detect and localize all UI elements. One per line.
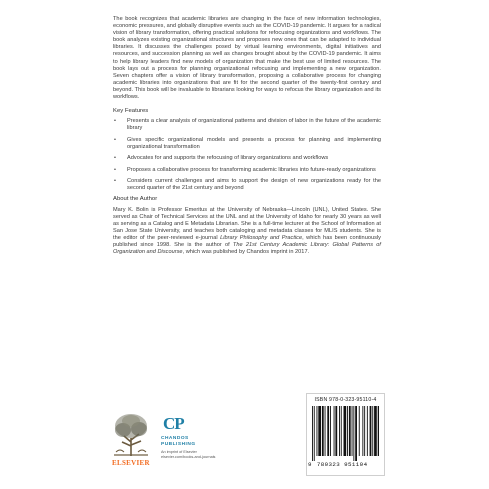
elsevier-wordmark: ELSEVIER [112,459,150,467]
barcode-bar [374,406,377,456]
barcode-bar [378,406,379,456]
bullet-icon: • [114,118,116,125]
feature-text: Gives specific organizational models and presents a process for planning and implementing organizational transformation [127,136,381,150]
feature-text: Advocates for and supports the refocusing of library organizations and workflows [127,155,329,162]
barcode-bar [352,406,353,456]
about-text-part: , which was published by Chandos imprint in 2017. [182,249,310,256]
barcode-bar [353,406,354,461]
barcode-bar [339,406,340,456]
isbn-number: ISBN 978-0-323-95110-4 [314,397,377,403]
barcode-bar [367,406,368,456]
barcode-bar [362,406,363,456]
about-author-heading: About the Author [113,196,158,203]
barcode-bar [312,406,313,461]
feature-item [113,118,381,132]
barcode-bar [364,406,365,456]
book-description: The book recognizes that academic libraries are changing in the face of new information technologies, economic pressures, and globally disruptive events such as the COVID-19 pandemic. It argues for a radical vision of library transformation, offering practical solutions for refocusing organizations and workflows. The book analyzes existing organizational structures and proposes new ones that can be adapted to individual libraries. It discusses the challenges posed by virtual learning environments, digital initiatives and resources, and succession planning as well as changes brought about by the COVID-19 pandemic. It aims to help library leaders find new models of organization that make the best use of limited resources. The book lays out a process for planning organizational refocusing and implementing a new organization. Seven chapters offer a vision of library transformation, proposing a collaborative process for changing academic libraries into organizations that are fit for the second quarter of the twenty-first century and beyond. This book will be invaluable to librarians looking for ways to refocus the library organization and its workflows. [113,16,381,101]
barcode-bar [349,406,351,456]
barcode-bar [347,406,348,456]
barcode-bar [341,406,342,456]
feature-item [113,137,381,151]
about-text-part: , which has been continuously published since 1998. She is the author of [113,234,381,249]
about-author-text [113,207,381,257]
bullet-icon: • [114,166,116,173]
barcode-bar [327,406,329,456]
bullet-icon: • [114,177,116,184]
barcode-bar [335,406,337,456]
barcode-bar [344,406,347,456]
barcode-graphic [312,406,379,461]
chandos-cp-logo: CP [163,414,184,433]
imprint-line: An imprint of Elsevier [161,450,197,454]
barcode-bar [334,406,335,456]
bullet-icon: • [114,136,116,143]
barcode-bar [325,406,326,456]
barcode-bar [317,406,318,456]
barcode-bar [370,406,372,456]
barcode-bar [322,406,324,456]
journal-title: Library Philosophy and Practice [220,234,303,241]
barcode-bar [330,406,331,456]
elsevier-tree-icon [112,412,150,458]
chandos-wordmark: CHANDOS [161,436,189,441]
barcode-bar [318,406,321,456]
publisher-logos [112,400,242,475]
publisher-url: elsevier.com/books-and-journals [161,455,216,459]
bullet-icon: • [114,155,116,162]
about-text-part: Mary K. Bolin is Professor Emeritus at the University of Nebraska—Lincoln (UNL), United States. She served as Chair of Technical Services at the UNL and at the University of Idaho for nearly 30 years as well as serving as a Catalog and E Metadata Librarian. She is a full-time lecturer at the School of Information at San Jose State University, and teaches both cataloging and metadata classes for MLIS students. She is the editor of the peer-reviewed e-journal [113,206,381,241]
barcode-lead-digit: 9 [308,461,312,468]
feature-item [113,178,381,192]
feature-text: Considers current challenges and aims to support the design of new organizations ready for the second quarter of the 21st century and beyond [127,177,381,192]
publishing-wordmark: PUBLISHING [161,442,196,447]
feature-text: Presents a clear analysis of organizational patterns and division of labor in the future of the academic library [127,118,381,132]
isbn-barcode-panel [306,393,385,476]
barcode-bar [359,406,360,456]
barcode-right-digits: 951104 [344,461,368,468]
cover-text-block [113,16,381,256]
barcode-digits [308,461,383,468]
key-features-heading: Key Features [113,108,149,115]
feature-item [113,167,381,174]
barcode-bar [355,406,357,461]
feature-text: Proposes a collaborative process for transforming academic libraries into future-ready organizations [127,166,376,173]
key-features-list [113,118,381,192]
barcode-bar [314,406,315,461]
previous-book-title: The 21st Century Academic Library: Global Patterns of Organization and Discourse [113,242,381,256]
feature-item [113,155,381,162]
barcode-bar [372,406,373,456]
barcode-left-digits: 780323 [316,461,341,468]
